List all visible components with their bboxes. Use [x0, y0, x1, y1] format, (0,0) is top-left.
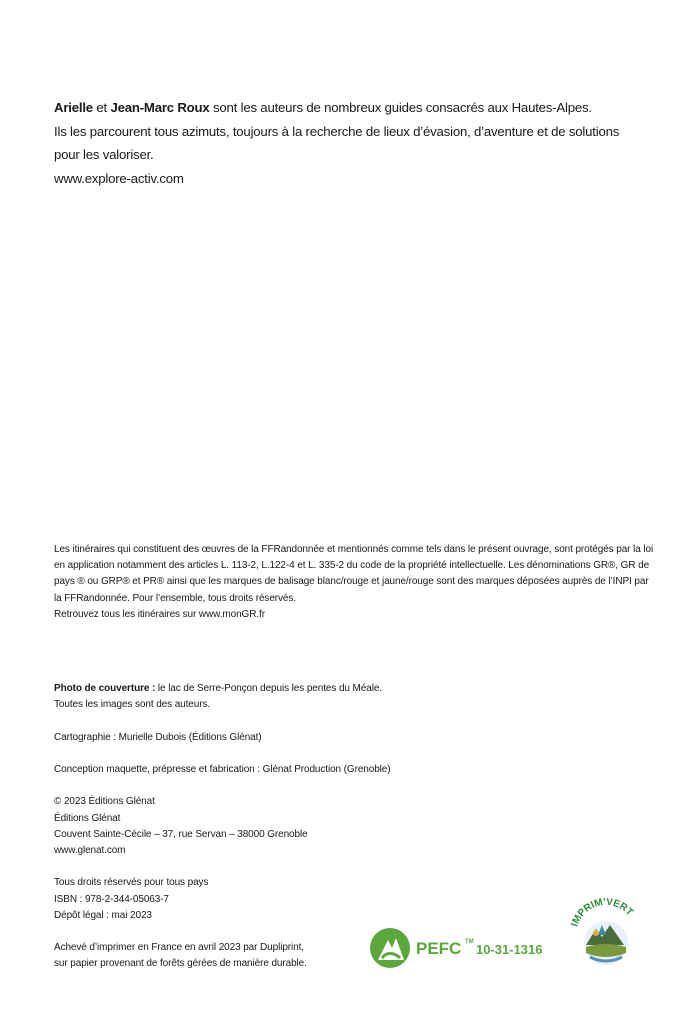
legal-line: Retrouvez tous les itinéraires sur www.monGR.fr — [54, 608, 265, 620]
publisher-website: www.glenat.com — [54, 844, 126, 856]
pefc-code: 10-31-1316 — [476, 942, 543, 957]
pefc-tree-icon — [370, 928, 410, 968]
printing-line-1: Achevé d’imprimer en France en avril 2023 par Dupliprint, — [54, 942, 304, 954]
imprim-vert-label-path: IMPRIM’VERT — [569, 896, 636, 929]
isbn: ISBN : 978-2-344-05063-7 — [54, 893, 169, 905]
copyright: © 2023 Éditions Glénat — [54, 796, 155, 808]
publisher-name: Éditions Glénat — [54, 812, 121, 824]
authors-line-3: pour les valoriser. — [54, 147, 154, 162]
cartography-credit: Cartographie : Murielle Dubois (Éditions Glénat) — [54, 731, 262, 743]
cartography-block — [54, 730, 474, 746]
rights-text: Tous droits réservés pour tous pays — [54, 877, 209, 889]
authors-line-1-rest: sont les auteurs de nombreux guides consacrés aux Hautes-Alpes. — [209, 100, 592, 115]
conception-credit: Conception maquette, prépresse et fabrication : Glénat Production (Grenoble) — [54, 763, 391, 775]
authors-line-2: Ils les parcourent tous azimuts, toujours à la recherche de lieux d’évasion, d’aventure et de solutions — [54, 123, 620, 139]
author-name-2: Jean-Marc Roux — [110, 100, 210, 115]
authors-conj: et — [92, 100, 111, 115]
publisher-block — [54, 794, 474, 859]
pefc-logo — [368, 926, 553, 970]
rights-block — [54, 875, 474, 924]
depot-legal: Dépôt légal : mai 2023 — [54, 909, 152, 921]
authors-website: www.explore-activ.com — [54, 170, 184, 186]
pefc-label: PEFC — [416, 939, 462, 958]
landscape-icon — [584, 921, 628, 965]
authors-bio — [54, 96, 654, 190]
images-note: Toutes les images sont des auteurs. — [54, 699, 211, 711]
cover-credit-label: Photo de couverture : — [54, 683, 156, 694]
legal-line: Les itinéraires qui constituent des œuvres de la FFRandonnée et mentionnés comme tels dans le présent ouvrage, sont protégés par la loi — [54, 544, 654, 555]
imprim-vert-logo — [568, 895, 644, 975]
author-name-1: Arielle — [54, 100, 93, 115]
conception-block — [54, 762, 474, 778]
publisher-address: Couvent Sainte-Cécile – 37, rue Servan – 38000 Grenoble — [54, 828, 308, 840]
legal-line: pays ® ou GRP® et PR® ainsi que les marques de balisage blanc/rouge et jaune/rouge sont des marques déposées auprès de l’INPI par — [54, 576, 649, 588]
pefc-tm: TM — [465, 939, 474, 945]
authors-line-1 — [54, 96, 654, 120]
legal-line: la FFRandonnée. Pour l’ensemble, tous droits réservés. — [54, 592, 296, 604]
legal-notice — [54, 542, 654, 623]
cover-credit-block — [54, 681, 474, 713]
printing-line-2: sur papier provenant de forêts gérées de manière durable. — [54, 958, 307, 970]
cover-credit — [54, 681, 474, 697]
cover-credit-text: le lac de Serre-Ponçon depuis les pentes du Méale. — [155, 683, 382, 694]
legal-line: en application notamment des articles L. 113-2, L.122-4 et L. 335-2 du code de la propriété intellectuelle. Les dénominations GR®, GR de — [54, 560, 650, 572]
